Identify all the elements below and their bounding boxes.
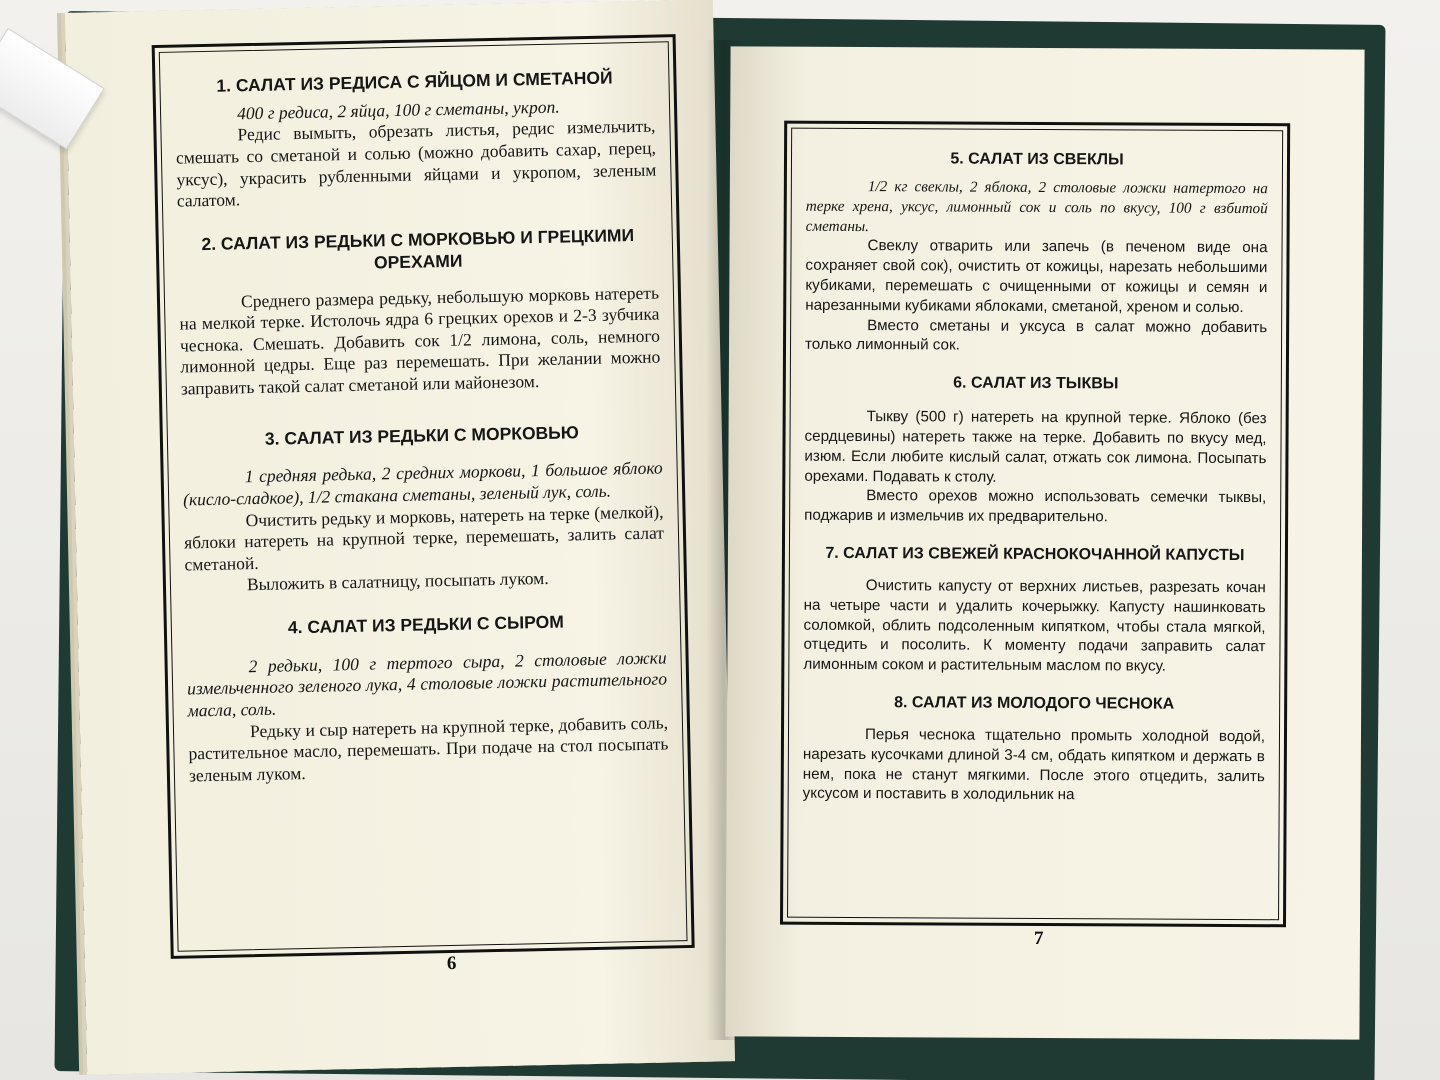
recipe-instructions: Выложить в салатницу, посыпать луком. — [246, 568, 549, 595]
recipe-ingredients: 2 редьки, 100 г тертого сыра, 2 столовые ложки измельченного зеленого лука, 4 столовые ложки растительного масла, соль. — [186, 647, 668, 721]
recipe-ingredients: 1/2 кг свеклы, 2 яблока, 2 столовые ложки натертого на терке хрена, уксус, лимонный сок и соль по вкусу, 100 г взбитой сметаны. — [805, 178, 1268, 235]
recipe-instructions: Вместо орехов можно использовать семечки тыквы, поджарив и измельчив их предварительно. — [804, 487, 1267, 526]
recipe-instructions: Перья чеснока тщательно промыть холодной водой, нарезать кусочками длиной 3-4 см, обдать кипятком и держать в нем, пока не станут мягкими. После этого отцедить, залить уксусом и поставить в холодильник на — [802, 725, 1266, 804]
recipe-instructions: Тыкву (500 г) натереть на крупной терке. Яблоко (без сердцевины) натереть также на терке. Добавить по вкусу мед, изюм. Если любите кислый салат, отжать сок лимона. Посыпать орехами. Подавать к столу. — [804, 408, 1267, 486]
recipe-title: 4. САЛАТ ИЗ РЕДЬКИ С СЫРОМ — [287, 611, 564, 638]
recipe-title: 2. САЛАТ ИЗ РЕДЬКИ С МОРКОВЬЮ И ГРЕЦКИМИ ОРЕХАМИ — [201, 224, 635, 273]
recipe-title: 1. САЛАТ ИЗ РЕДИСА С ЯЙЦОМ И СМЕТАНОЙ — [216, 67, 613, 96]
recipe-instructions: Свеклу отварить или запечь (в печеном виде она сохраняет свой сок), очистить от кожицы, нарезать небольшими кубиками, перемешать с очищенными от кожицы и семян и нарезанными кубиками яблоками, сметаной, хреном и солью. — [805, 237, 1268, 316]
recipe-title: 6. САЛАТ ИЗ ТЫКВЫ — [953, 374, 1119, 393]
recipe-ingredients: 1 средняя редька, 2 средних моркови, 1 большое яблоко (кисло-сладкое), 1/2 стакана сметаны, зеленый лук, соль. — [182, 457, 663, 510]
recipe-ingredients: 400 г редиса, 2 яйца, 100 г сметаны, укроп. — [236, 96, 560, 124]
recipe-instructions: Очистить редьку и морковь, натереть на терке (мелкой), яблоки натереть на крупной терке, перемешать, залить салат сметаной. — [183, 501, 665, 575]
recipe-title: 7. САЛАТ ИЗ СВЕЖЕЙ КРАСНОКОЧАННОЙ КАПУСТЫ — [825, 544, 1245, 564]
recipe-title: 8. САЛАТ ИЗ МОЛОДОГО ЧЕСНОКА — [894, 694, 1175, 713]
left-page-frame — [152, 34, 695, 959]
recipe-title: 3. САЛАТ ИЗ РЕДЬКИ С МОРКОВЬЮ — [264, 421, 580, 449]
page-number: 6 — [446, 952, 457, 975]
recipe-instructions: Среднего размера редьку, небольшую морковь натереть на мелкой терке. Истолочь ядра 6 грецких орехов и 2-3 зубчика чеснока. Смешать. Добавить сок 1/2 лимона, соль, немного лимонной цедры. Еще раз перемешать. При желании можно заправить такой салат сметаной или майонезом. — [179, 282, 661, 399]
right-page — [725, 46, 1364, 1039]
left-page — [65, 0, 735, 1075]
recipe-title: 5. САЛАТ ИЗ СВЕКЛЫ — [950, 150, 1124, 169]
right-page-content — [787, 128, 1283, 921]
left-page-content — [159, 41, 688, 951]
right-page-frame — [780, 121, 1290, 928]
page-number: 7 — [1033, 927, 1044, 949]
recipe-instructions: Редьку и сыр натереть на крупной терке, добавить соль, растительное масло, перемешать. При подаче на стол посыпать зеленым луком. — [188, 712, 669, 786]
recipe-instructions: Вместо сметаны и уксуса в салат можно добавить только лимонный сок. — [804, 316, 1268, 354]
recipe-instructions: Редис вымыть, обрезать листья, редис измельчить, смешать со сметаной и солью (можно добавить сахар, перец, уксус), украсить рубленными яйцами и укропом, зеленым салатом. — [175, 116, 657, 211]
recipe-instructions: Очистить капусту от верхних листьев, разрезать кочан на четыре части и удалить кочерыжку. Капусту нашинковать соломкой, облить подсоленным кипятком, чтобы стала мягкой, отцедить и посолить. К моменту подачи заправить салат лимонным соком и растительным маслом по вкусу. — [803, 577, 1266, 675]
